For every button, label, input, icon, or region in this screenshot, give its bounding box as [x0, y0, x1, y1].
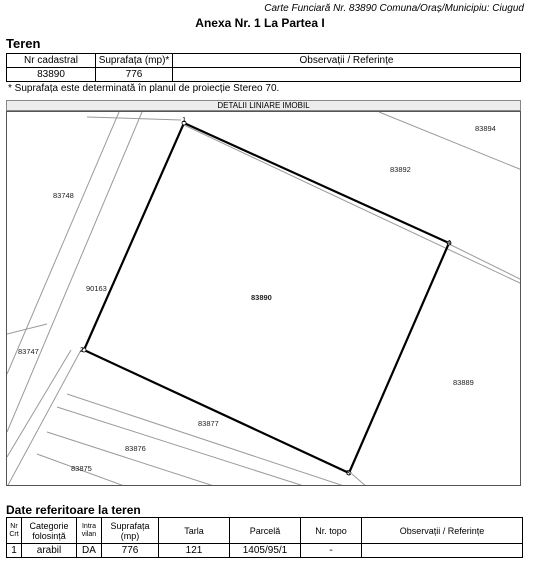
boundary-line	[7, 324, 47, 334]
neighbor-label: 83894	[475, 124, 496, 133]
boundary-line	[447, 243, 521, 280]
boundary-line	[7, 112, 142, 432]
anexa-title: Anexa Nr. 1 La Partea I	[195, 16, 325, 30]
teren-table	[6, 53, 521, 82]
date-referitoare-title: Date referitoare la teren	[6, 503, 141, 517]
parcel-map	[6, 111, 521, 486]
cell-suprafata: 776	[102, 544, 159, 558]
parcel-map-drawing	[7, 112, 521, 486]
cell-categorie: arabil	[22, 544, 77, 558]
vertex-label-2: 2	[80, 345, 85, 354]
neighbor-label: 83876	[125, 444, 146, 453]
cell-parcela: 1405/95/1	[230, 544, 301, 558]
cell-observatii	[362, 544, 523, 558]
col-nr-crt: Nr Crt	[7, 518, 22, 544]
boundary-line	[87, 117, 181, 120]
neighbor-label: 83875	[71, 464, 92, 473]
col-suprafata: Suprafața (mp)*	[96, 54, 173, 68]
cell-nr-topo: -	[301, 544, 362, 558]
neighbor-label: 83877	[198, 419, 219, 428]
col-intravilan: Intra vilan	[77, 518, 102, 544]
boundary-line	[7, 112, 119, 374]
date-referitoare-table	[6, 517, 523, 558]
parcel-label: 83890	[251, 293, 272, 302]
teren-section-title: Teren	[6, 36, 41, 51]
col-tarla: Tarla	[159, 518, 230, 544]
neighbor-label: 83892	[390, 165, 411, 174]
carte-funciara-reference: Carte Funciară Nr. 83890 Comuna/Oraș/Municipiu: Ciugud	[264, 3, 524, 14]
vertex-label-4: 4	[447, 238, 452, 247]
boundary-line	[7, 350, 71, 457]
col-parcela: Parcelă	[230, 518, 301, 544]
col-nr-cadastral: Nr cadastral	[7, 54, 96, 68]
neighbor-label: 83889	[453, 378, 474, 387]
col-categorie: Categorie folosință	[22, 518, 77, 544]
boundary-line	[47, 432, 217, 486]
table-row	[7, 68, 521, 82]
cell-tarla: 121	[159, 544, 230, 558]
col-suprafata: Suprafața (mp)	[102, 518, 159, 544]
cell-observatii	[173, 68, 521, 82]
suprafata-note: * Suprafața este determinată în planul de proiecție Stereo 70.	[8, 83, 280, 94]
neighbor-label: 83747	[18, 347, 39, 356]
cell-suprafata: 776	[96, 68, 173, 82]
boundary-line	[379, 112, 521, 170]
col-observatii: Observații / Referințe	[173, 54, 521, 68]
col-observatii: Observații / Referințe	[362, 518, 523, 544]
col-nr-topo: Nr. topo	[301, 518, 362, 544]
detalii-band: DETALII LINIARE IMOBIL	[6, 100, 521, 111]
vertex-label-1: 1	[182, 115, 187, 124]
cell-nr-cadastral: 83890	[7, 68, 96, 82]
vertex-label-3: 3	[346, 468, 351, 477]
boundary-line	[57, 407, 307, 486]
neighbor-label: 90163	[86, 284, 107, 293]
table-row	[7, 544, 523, 558]
boundary-line	[352, 474, 367, 486]
cell-intravilan: DA	[77, 544, 102, 558]
neighbor-label: 83748	[53, 191, 74, 200]
cell-nr-crt: 1	[7, 544, 22, 558]
